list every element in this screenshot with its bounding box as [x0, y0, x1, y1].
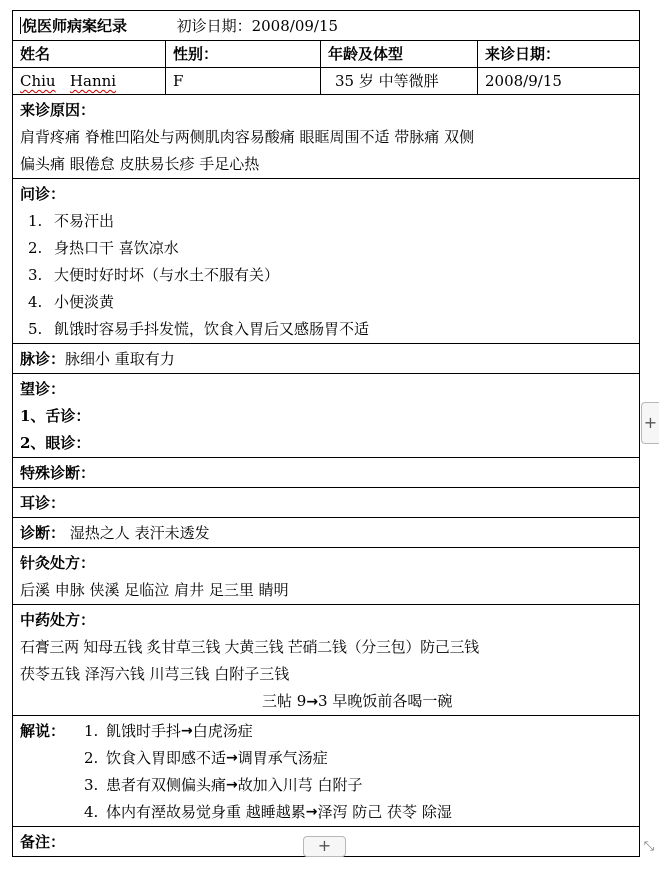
pulse-text: 脉细小 重取有力: [65, 350, 175, 368]
explanation-label: 解说：: [20, 722, 66, 740]
medical-record-document: [12, 10, 640, 857]
record-title: 倪医师病案纪录: [22, 17, 128, 35]
herbal-label: 中药处方：: [20, 611, 96, 629]
herbal-line: 石膏三两 知母五钱 炙甘草三钱 大黄三钱 芒硝二钱（分三包）防己三钱: [20, 638, 479, 656]
observation-label: 望诊：: [20, 380, 66, 398]
diagnosis-label: 诊断：: [20, 524, 66, 542]
arrow-right-icon: →: [226, 777, 238, 793]
add-row-button[interactable]: +: [303, 836, 346, 857]
list-item: 1. 不易汗出: [28, 212, 115, 230]
reason-section[interactable]: [12, 95, 640, 179]
special-diagnosis-section[interactable]: [12, 458, 640, 488]
acupuncture-label: 针灸处方：: [20, 554, 96, 572]
age-build-cell[interactable]: 35 岁 中等微胖: [321, 68, 478, 94]
list-item: 2. 身热口干 喜饮凉水: [28, 239, 179, 257]
inquiry-label: 问诊：: [20, 185, 66, 203]
list-item: 3. 大便时好时坏（与水土不服有关）: [28, 266, 280, 284]
reason-line: 肩背疼痛 脊椎凹陷处与两侧肌肉容易酸痛 眼眶周围不适 带脉痛 双侧: [20, 128, 475, 146]
arrow-right-icon: →: [181, 723, 193, 739]
gender-header: 性别：: [166, 41, 321, 67]
diagnosis-section[interactable]: [12, 518, 640, 548]
observation-section[interactable]: [12, 374, 640, 458]
herbal-section[interactable]: [12, 605, 640, 716]
visit-date-header: 来诊日期：: [485, 45, 561, 63]
arrow-right-icon: →: [305, 804, 318, 820]
visit-date-cell[interactable]: 2008/9/15: [485, 72, 562, 90]
patient-header-row: [12, 41, 640, 68]
age-build-header: 年龄及体型: [321, 41, 478, 67]
reason-label: 来诊原因：: [20, 101, 96, 119]
patient-first-name: Chiu: [20, 72, 56, 90]
herbal-line: 茯苓五钱 泽泻六钱 川芎三钱 白附子三钱: [20, 665, 290, 683]
reason-line: 偏头痛 眼倦怠 皮肤易长疹 手足心热: [20, 155, 260, 173]
patient-value-row: [12, 68, 640, 95]
diagnosis-text: 湿热之人 表汗未透发: [69, 524, 210, 542]
name-cell[interactable]: [13, 68, 166, 94]
name-header: 姓名: [13, 41, 166, 67]
explanation-section[interactable]: 解说： 1. 飢饿时手抖 → 白虎汤症 2. 饮食入胃即感不适 → 调胃承气汤症 3. 患者有双侧偏头痛 → 故加入川芎 白附子 4. 体内有溼故易觉身重 越睡越累 → 泽泻 防己 茯苓 除湿: [12, 716, 640, 827]
eye-label: 2、眼诊：: [20, 434, 91, 452]
add-column-button[interactable]: +: [641, 402, 659, 444]
acupuncture-points: 后溪 申脉 侠溪 足临泣 肩井 足三里 睛明: [20, 581, 289, 599]
list-item: 5. 飢饿时容易手抖发慌，饮食入胃后又感肠胃不适: [28, 320, 370, 338]
acupuncture-section[interactable]: [12, 548, 640, 605]
first-visit-label: 初诊日期：: [176, 17, 252, 35]
inquiry-section[interactable]: [12, 179, 640, 344]
notes-label: 备注：: [20, 833, 66, 851]
tongue-label: 1、舌诊：: [20, 407, 91, 425]
patient-last-name: Hanni: [69, 72, 117, 90]
text-cursor: [20, 17, 21, 34]
pulse-label: 脉诊：: [20, 350, 66, 368]
arrow-right-icon: →: [306, 694, 319, 710]
resize-handle-icon[interactable]: ⤡: [643, 839, 655, 854]
arrow-right-icon: →: [226, 750, 238, 766]
herbal-dosage: 三帖 9→3 早晚饭前各喝一碗: [262, 692, 453, 710]
ear-diagnosis-section[interactable]: [12, 488, 640, 518]
gender-cell[interactable]: F: [166, 68, 321, 94]
special-diagnosis-label: 特殊诊断：: [20, 464, 96, 482]
record-header-row: [12, 10, 640, 41]
pulse-section[interactable]: [12, 344, 640, 374]
first-visit-date[interactable]: 2008/09/15: [251, 17, 339, 35]
list-item: 4. 小便淡黄: [28, 293, 115, 311]
ear-diagnosis-label: 耳诊：: [20, 494, 66, 512]
